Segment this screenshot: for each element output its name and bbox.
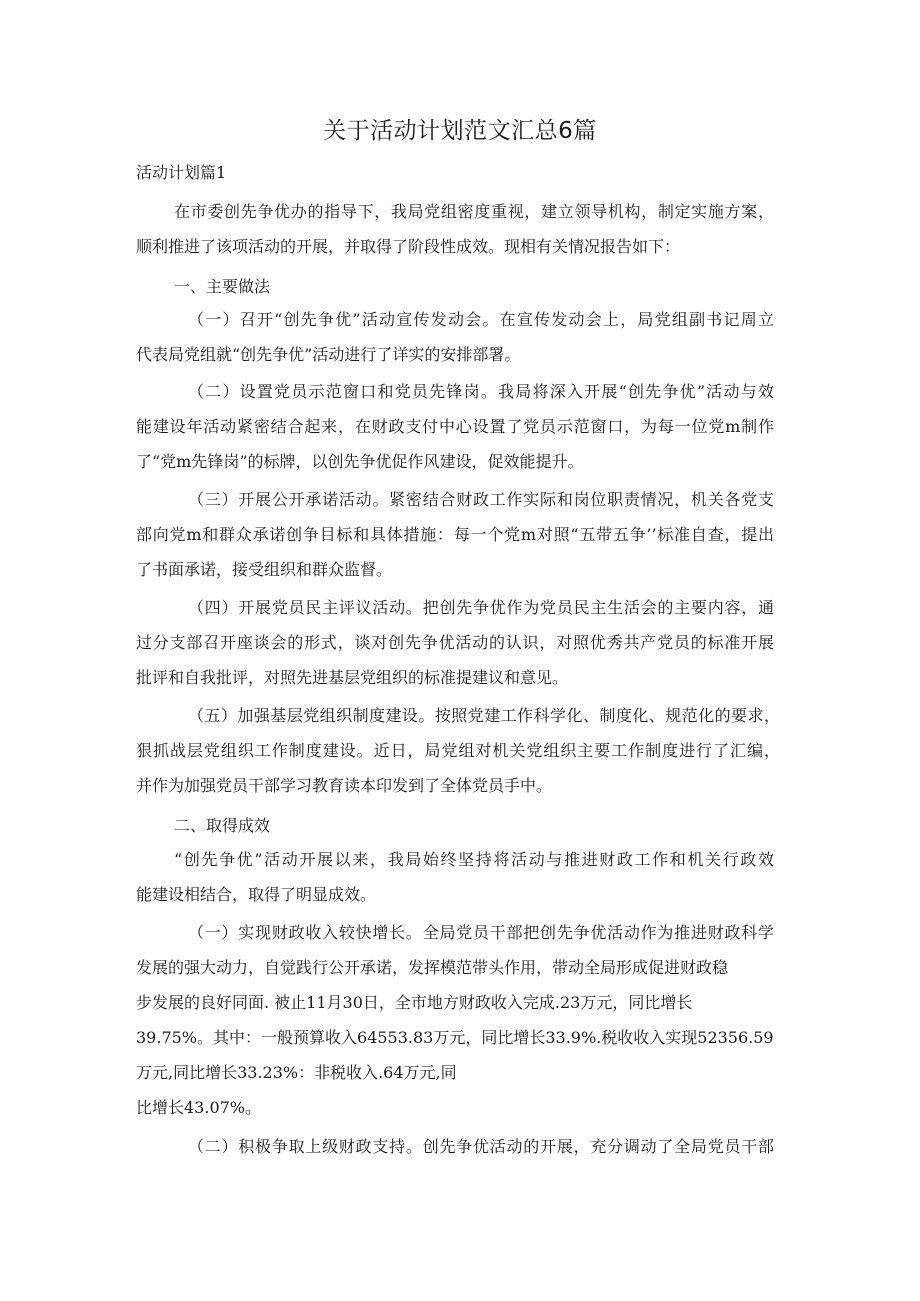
heading-line: 二、取得成效 [174, 816, 271, 835]
document-title: 关于活动计划范文汇总6篇 [323, 118, 597, 144]
paragraph-line: 代表局党组就“创先争优”活动进行了详实的安排部署。 [136, 345, 521, 364]
paragraph-line: （四）开展党员民主评议活动。把创先争优作为党员民主生活会的主要内容，通 [188, 598, 774, 617]
paragraph-line: 能建设相结合，取得了明显成效。 [136, 885, 377, 904]
paragraph-line: （二）积极争取上级财政支持。创先争优活动的开展，充分调动了全局党员干部 [188, 1137, 774, 1156]
paragraph-line: 过分支部召开座谈会的形式，谈对创先争优活动的认识，对照优秀共产党员的标准开展 [136, 633, 774, 652]
paragraph-line: 发展的强大动力，自觉践行公开承诺，发挥模范带头作用，带动全局形成促进财政稳 [136, 958, 729, 977]
paragraph-line: 批评和自我批评，对照先进基层党组织的标准提建议和意见。 [136, 668, 569, 687]
paragraph-line: 步发展的良好同面. 被止11月30日，全市地方财政收入完成.23万元，同比增长 [136, 993, 693, 1012]
paragraph-line: （三）开展公开承诺活动。紧密结合财政工作实际和岗位职责情况，机关各党支 [188, 490, 774, 509]
paragraph-line: “创先争优”活动开展以来，我局始终坚持将活动与推进财政工作和机关行政效 [174, 850, 774, 869]
paragraph-line: 能建设年活动紧密结合起来，在财政支付中心设置了党员示范窗口，为每一位党m制作 [136, 417, 774, 436]
paragraph-line: 顺利推进了该项活动的开展，并取得了阶段性成效。现相有关情况报告如下： [136, 237, 681, 256]
paragraph-line: 并作为加强党员干部学习教育读本印发到了全体党员手中。 [136, 776, 553, 795]
paragraph-line: 了书面承诺，接受组织和群众监督。 [136, 560, 393, 579]
paragraph-line: （一）实现财政收入较快增长。全局党员干部把创先争优活动作为推进财政科学 [188, 923, 774, 942]
paragraph-line: （一）召开“创先争优”活动宣传发动会。在宣传发动会上，局党组副书记周立 [188, 310, 774, 329]
paragraph-line: 在市委创先争优办的指导下，我局党组密度重视，建立领导机构，制定实施方案， [174, 202, 774, 221]
paragraph-line: 部向党m和群众承诺创争目标和具体措施：每一个党m对照“五带五争’’标准自查，提出 [136, 525, 774, 544]
paragraph-line: 万元,同比增长33.23%：非税收入.64万元,同 [136, 1063, 457, 1082]
paragraph-line: 39.75%。其中：一般预算收入64553.83万元，同比增长33.9%.税收收入实现52356.59 [136, 1028, 774, 1047]
paragraph-line: 了“党m先锋岗”的标牌，以创先争优促作风建设，促效能提升。 [136, 452, 584, 471]
paragraph-line: （二）设置党员示范窗口和党员先锋岗。我局将深入开展“创先争优”活动与效 [188, 382, 774, 401]
heading-line: 一、主要做法 [174, 277, 271, 296]
paragraph-line: 比增长43.07%。 [136, 1098, 262, 1117]
paragraph-line: 狠抓战层党组织工作制度建设。近日，局党组对机关党组织主要工作制度进行了汇编， [136, 741, 780, 760]
paragraph-line: （五）加强基层党组织制度建设。按照党建工作科学化、制度化、规范化的要求， [188, 706, 780, 725]
section-label: 活动计划篇1 [136, 163, 227, 182]
